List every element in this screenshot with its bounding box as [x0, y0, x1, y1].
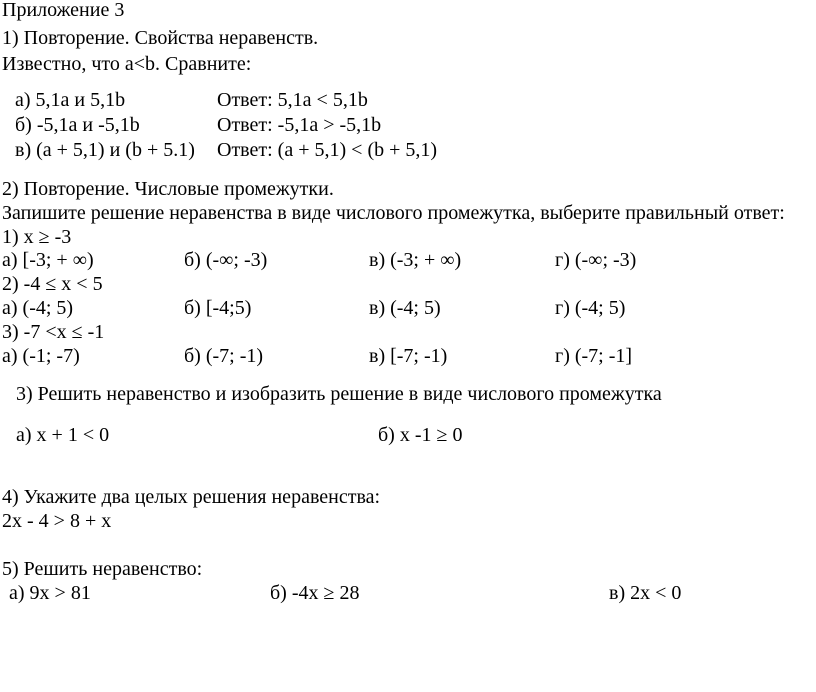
problem1-option-b: б) (-∞; -3): [184, 249, 268, 271]
section1-heading: 1) Повторение. Свойства неравенств.: [2, 27, 319, 49]
section1-given: Известно, что a<b. Сравните:: [2, 53, 252, 75]
section1-task-b: б) -5,1a и -5,1b: [15, 114, 140, 136]
section5-heading: 5) Решить неравенство:: [2, 558, 203, 580]
appendix-title: Приложение 3: [2, 0, 125, 21]
section1-answer-b: Ответ: -5,1a > -5,1b: [217, 114, 382, 136]
section4-heading: 4) Укажите два целых решения неравенства:: [2, 486, 381, 508]
problem2-option-a: а) (-4; 5): [2, 297, 74, 319]
problem1-inequality: 1) x ≥ -3: [2, 226, 72, 248]
problem2-option-b: б) [-4;5): [184, 297, 252, 319]
section5-item-c: в) 2x < 0: [609, 582, 682, 604]
section3-item-b: б) x -1 ≥ 0: [378, 424, 463, 446]
section1-task-c: в) (a + 5,1) и (b + 5.1): [15, 139, 195, 161]
problem2-option-d: г) (-4; 5): [555, 297, 626, 319]
problem2-inequality: 2) -4 ≤ x < 5: [2, 273, 103, 295]
problem1-option-d: г) (-∞; -3): [555, 249, 637, 271]
section5-item-a: а) 9x > 81: [9, 582, 91, 604]
problem3-option-b: б) (-7; -1): [184, 345, 264, 367]
problem3-option-c: в) [-7; -1): [369, 345, 448, 367]
section2-heading: 2) Повторение. Числовые промежутки.: [2, 178, 334, 200]
problem2-option-c: в) (-4; 5): [369, 297, 441, 319]
problem1-option-a: а) [-3; + ∞): [2, 249, 94, 271]
section1-task-a: а) 5,1a и 5,1b: [15, 89, 126, 111]
section1-answer-a: Ответ: 5,1a < 5,1b: [217, 89, 368, 111]
section3-heading: 3) Решить неравенство и изобразить решение в виде числового промежутка: [16, 383, 662, 405]
section3-item-a: а) x + 1 < 0: [16, 424, 110, 446]
problem3-option-a: а) (-1; -7): [2, 345, 80, 367]
section1-answer-c: Ответ: (a + 5,1) < (b + 5,1): [217, 139, 438, 161]
section5-item-b: б) -4x ≥ 28: [270, 582, 360, 604]
problem3-option-d: г) (-7; -1]: [555, 345, 633, 367]
problem1-option-c: в) (-3; + ∞): [369, 249, 462, 271]
section2-instruction: Запишите решение неравенства в виде числового промежутка, выберите правильный ответ:: [2, 202, 785, 224]
section4-inequality: 2x - 4 > 8 + x: [2, 510, 112, 532]
problem3-inequality: 3) -7 <x ≤ -1: [2, 321, 105, 343]
